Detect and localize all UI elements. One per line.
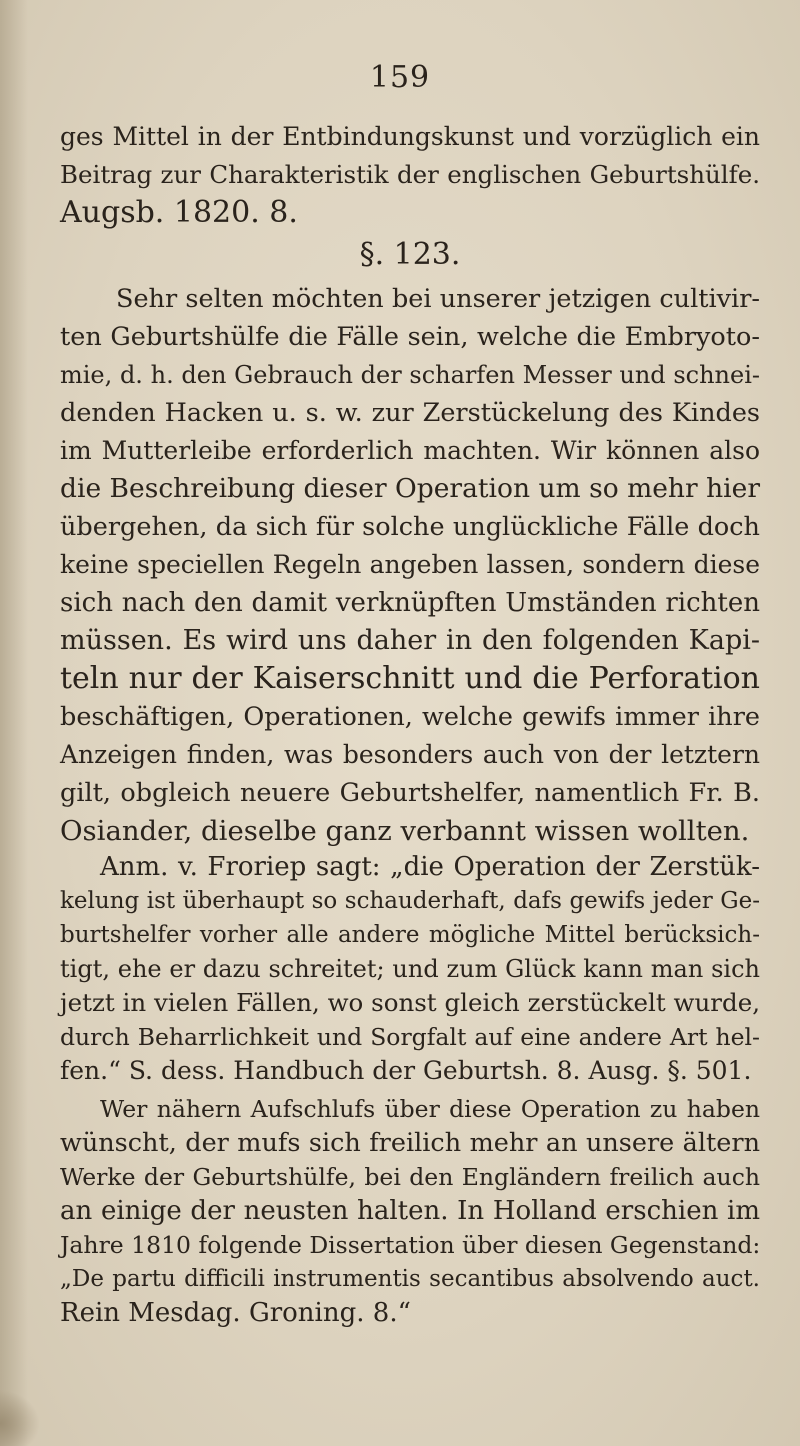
page-gutter-shadow — [0, 0, 28, 1446]
text-line: fen.“ S. dess. Handbuch der Geburtsh. 8. Ausg. §. 501. — [60, 1056, 752, 1085]
text-line: ges Mittel in der Entbindungskunst und vorzüglich ein — [60, 122, 760, 151]
note-paragraph-1 — [60, 850, 760, 1088]
text-line: mie, d. h. den Gebrauch der scharfen Messer und schnei- — [60, 361, 760, 389]
text-line: burtshelfer vorher alle andere mögliche Mittel berücksich- — [60, 922, 760, 948]
text-line: sich nach den damit verknüpften Umständen richten — [60, 588, 760, 618]
text-line: Jahre 1810 folgende Dissertation über diesen Gegenstand: — [60, 1231, 761, 1259]
main-paragraph — [60, 280, 760, 850]
text-line: an einige der neusten halten. In Holland erschien im — [60, 1196, 760, 1226]
text-line: tigt, ehe er dazu schreitet; und zum Glück kann man sich — [60, 955, 760, 983]
intro-text — [60, 118, 760, 232]
text-line: übergehen, da sich für solche unglückliche Fälle doch — [60, 512, 760, 542]
text-line: jetzt in vielen Fällen, wo sonst gleich zerstückelt wurde, — [60, 988, 760, 1017]
text-line: ten Geburtshülfe die Fälle sein, welche die Embryoto- — [60, 322, 760, 352]
section-heading-block — [60, 236, 760, 274]
text-line: kelung ist überhaupt so schauderhaft, dafs gewifs jeder Ge- — [60, 888, 760, 914]
text-line: durch Beharrlichkeit und Sorgfalt auf eine andere Art hel- — [60, 1023, 760, 1051]
text-line: Rein Mesdag. Groning. 8.“ — [60, 1298, 411, 1328]
text-line: Werke der Geburtshülfe, bei den Engländern freilich auch — [60, 1163, 760, 1191]
text-line: Augsb. 1820. 8. — [60, 195, 298, 230]
text-line: im Mutterleibe erforderlich machten. Wir können also — [60, 436, 760, 465]
text-line: Sehr selten möchten bei unserer jetzigen cultivir- — [116, 284, 760, 314]
text-line: keine speciellen Regeln angeben lassen, sondern diese — [60, 550, 760, 579]
text-line: beschäftigen, Operationen, welche gewifs immer ihre — [60, 702, 760, 732]
text-line: „De partu difficili instrumentis secantibus absolvendo auct. — [60, 1266, 760, 1292]
text-line: Osiander, dieselbe ganz verbannt wissen wollten. — [60, 815, 750, 847]
text-line: wünscht, der mufs sich freilich mehr an unsere ältern — [60, 1128, 760, 1158]
text-line: Anzeigen finden, was besonders auch von der letztern — [60, 740, 760, 769]
paper-stain — [0, 1390, 40, 1446]
text-line: denden Hacken u. s. w. zur Zerstückelung des Kindes — [60, 398, 760, 428]
text-line: Beitrag zur Charakteristik der englischen Geburtshülfe. — [60, 160, 760, 189]
page-number: 159 — [369, 60, 431, 95]
text-line: die Beschreibung dieser Operation um so mehr hier — [60, 473, 760, 504]
text-line: müssen. Es wird uns daher in den folgenden Kapi- — [60, 625, 760, 656]
section-heading: §. 123. — [359, 237, 461, 272]
text-line: Anm. v. Froriep sagt: „die Operation der Zerstük- — [100, 852, 760, 882]
note-paragraph-2 — [60, 1092, 760, 1330]
text-line: teln nur der Kaiserschnitt und die Perforation — [60, 661, 760, 696]
text-line: Wer nähern Aufschlufs über diese Operation zu haben — [100, 1095, 760, 1123]
text-line: gilt, obgleich neuere Geburtshelfer, namentlich Fr. B. — [60, 778, 760, 808]
